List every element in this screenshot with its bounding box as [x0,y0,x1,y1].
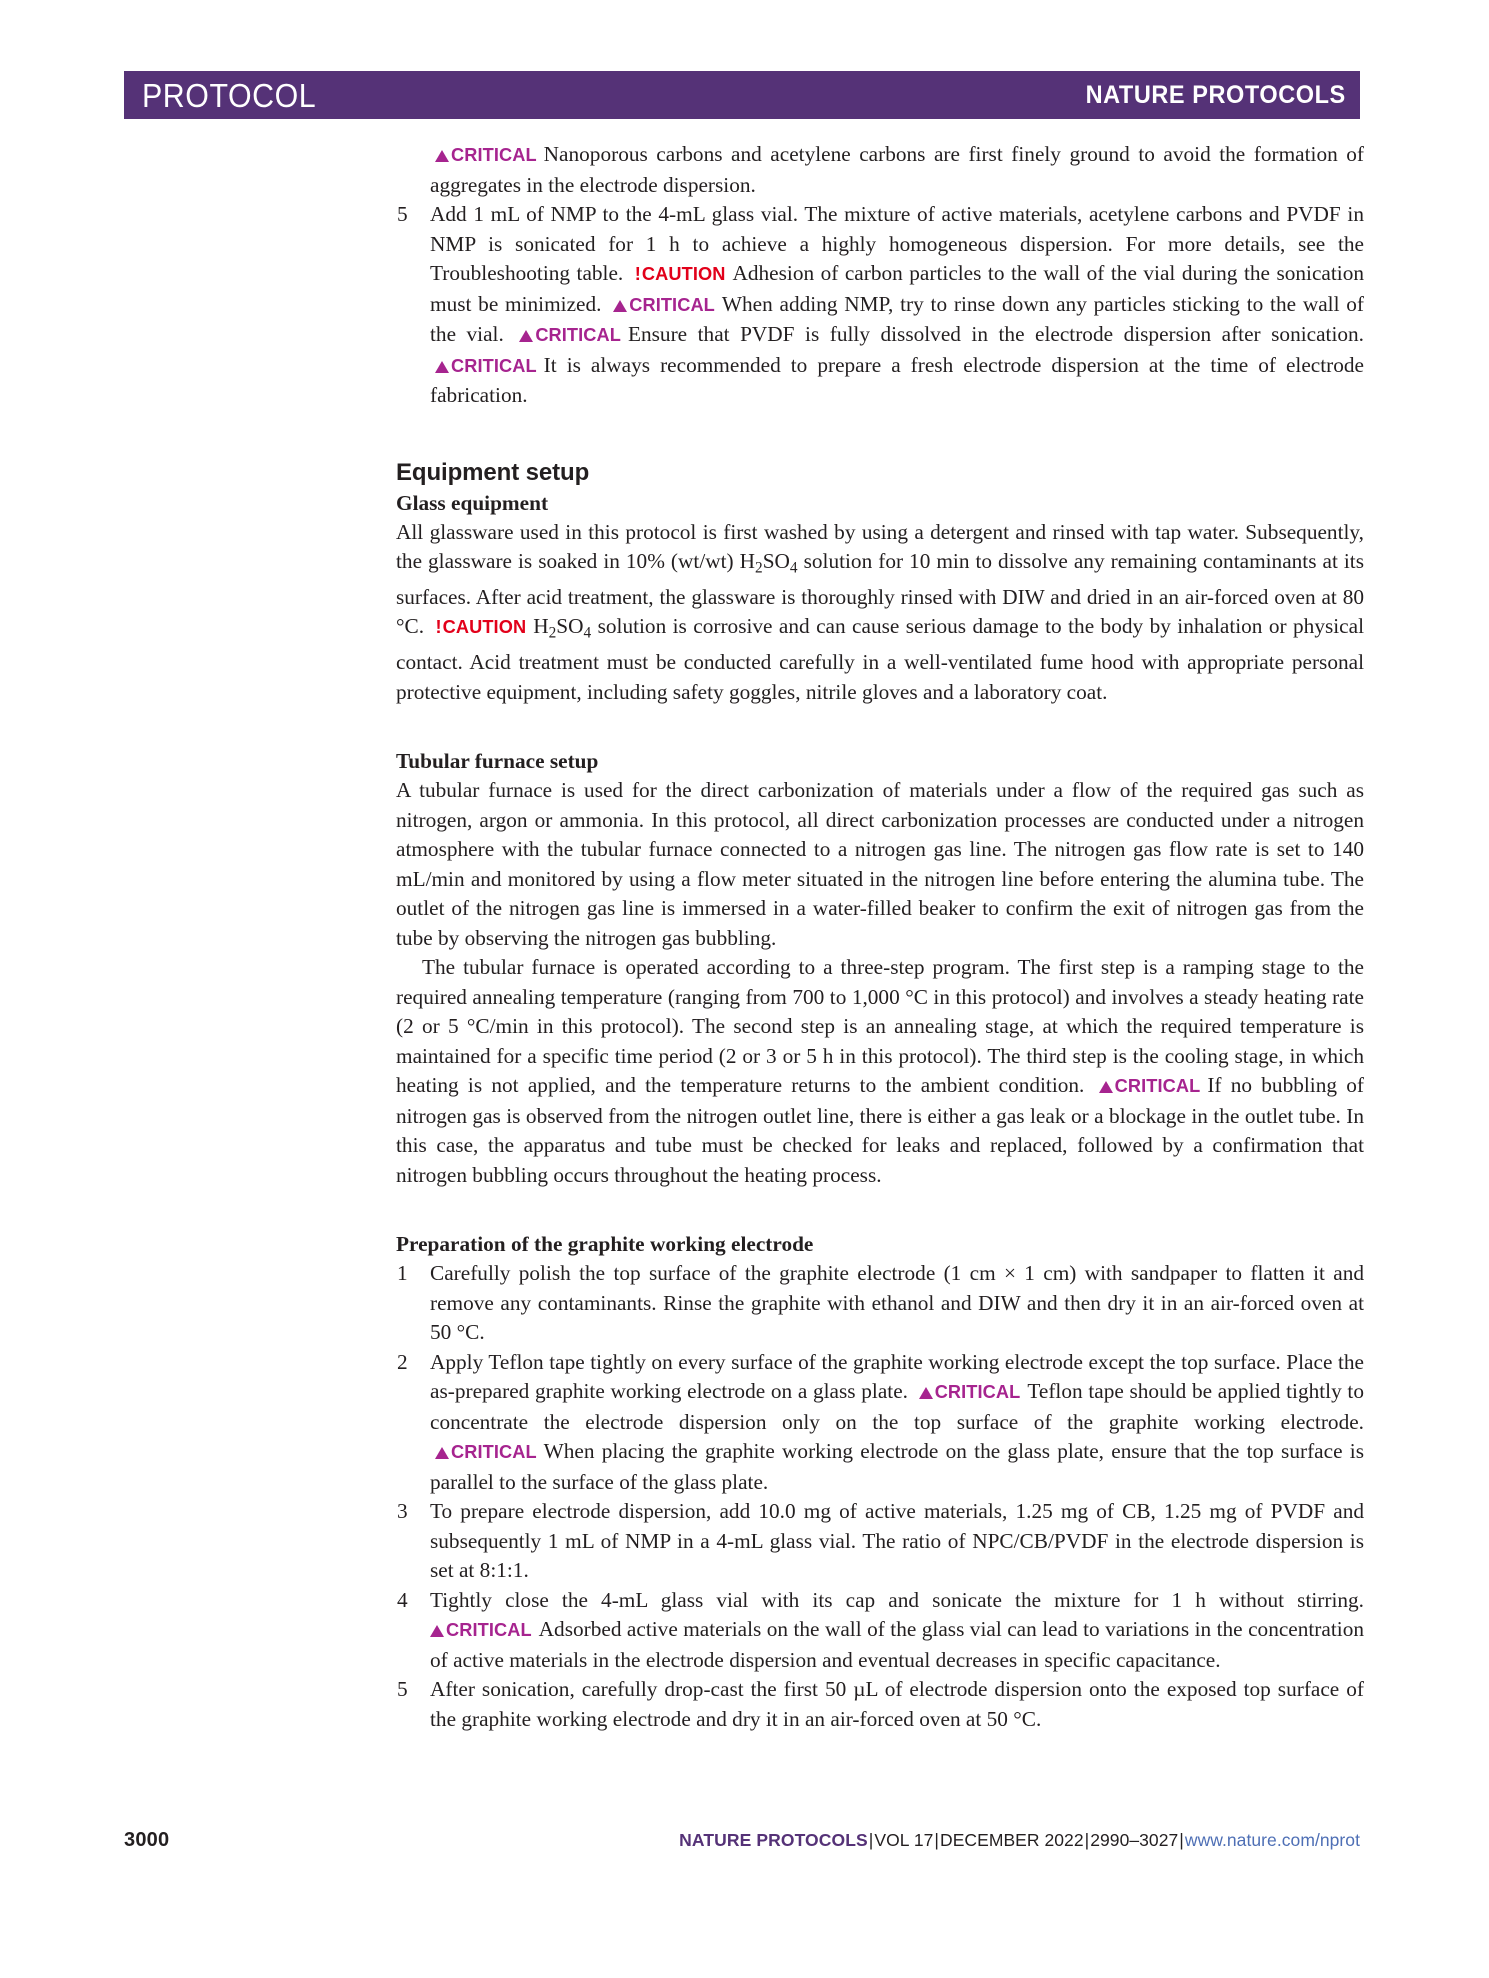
numbered-step-2 [396,1348,1364,1498]
critical-tag: CRITICAL [914,1382,1021,1402]
furnace-critical-text: If no bubbling of nitrogen gas is observed from the nitrogen outlet line, there is either a gas leak or a blockage in the outlet tube. In this case, the apparatus and tube must be checked for leaks and replaced, followed by a confirmation that nitrogen bubbling occurs throughout the heating process. [396,1073,1364,1187]
glass-equipment-paragraph [396,518,1364,708]
glass-p1c: solution for 10 min to dissolve any remaining contaminants at its surfaces. After acid treatment, the glassware is thoroughly rinsed with DIW and dried in an air-forced oven at 80 °C. [396,549,1364,639]
numbered-step-5 [396,200,1364,411]
step5-critical-1: When adding NMP, try to rinse down any particles sticking to the wall of the vial. [430,291,1364,346]
step4-critical-1: Adsorbed active materials on the wall of the glass vial can lead to variations in the concentration of active materials in the electrode dispersion and eventual decreases in specific capacitance. [430,1617,1364,1672]
footer-page-range: 2990–3027 [1090,1830,1179,1850]
running-header [124,71,1360,119]
step-number: 3 [397,1499,408,1524]
step-text: To prepare electrode dispersion, add 10.0 mg of active materials, 1.25 mg of CB, 1.25 mg of PVDF and subsequently 1 mL of NMP in a 4-mL glass vial. The ratio of NPC/CB/PVDF in the electrode dispersion is set at 8:1:1. [430,1499,1364,1583]
page-number: 3000 [124,1829,170,1851]
triangle-icon [613,300,627,312]
footer-url-link[interactable]: www.nature.com/nprot [1184,1830,1360,1850]
footer-issue-date: DECEMBER 2022 [940,1830,1084,1850]
critical-tag: CRITICAL [430,1620,532,1640]
glass-sub-4a: 4 [789,559,798,577]
triangle-icon [435,1447,449,1459]
critical-tag: CRITICAL [514,325,621,345]
step-text: Carefully polish the top surface of the graphite electrode (1 cm × 1 cm) with sandpaper to flatten it and remove any contaminants. Rinse the graphite with ethanol and DIW and then dry it in an air-forced oven at 50 °C. [430,1261,1364,1345]
section-spacer [396,1190,1364,1230]
subsection-heading-tubular-furnace-setup: Tubular furnace setup [396,749,599,774]
step2-critical-1: Teflon tape should be applied tightly to concentrate the electrode dispersion only on the top surface of the graphite working electrode. [430,1379,1365,1434]
step5-text-a: Add 1 mL of NMP to the 4-mL glass vial. The mixture of active materials, acetylene carbons and PVDF in NMP is sonicated for 1 h to achieve a highly homogeneous dispersion. For more details, see the Troubleshooting table. [430,202,1364,285]
critical-note-intro [430,140,1364,200]
footer-separator: | [934,1830,939,1850]
exclamation-icon: ! [435,617,442,638]
glass-p1a: All glassware used in this protocol is first washed by using a detergent and rinsed with tap water. Subsequently, the glassware is soaked in 10% (wt/wt) H [396,519,1364,573]
exclamation-icon: ! [634,264,641,284]
critical-tag: CRITICAL [1094,1076,1201,1096]
footer-separator: | [1179,1830,1184,1850]
numbered-step-1 [396,1259,1364,1348]
glass-caution-a: H [533,614,549,639]
page-footer [124,1829,1360,1852]
footer-citation [679,1830,1360,1851]
step2-critical-2: When placing the graphite working electrode on the glass plate, ensure that the top surface is parallel to the surface of the glass plate. [430,1439,1364,1494]
triangle-icon [430,1625,444,1637]
step-text [430,1586,1364,1676]
triangle-icon [435,150,449,162]
numbered-step-5-electrode [396,1675,1364,1734]
triangle-icon [919,1387,933,1399]
subsection-heading-graphite-electrode: Preparation of the graphite working electrode [396,1232,814,1257]
step-number: 4 [397,1587,408,1612]
step-text: After sonication, carefully drop-cast the first 50 µL of electrode dispersion onto the exposed top surface of the graphite working electrode and dry it in an air-forced oven at 50 °C. [430,1677,1364,1731]
section-spacer [396,411,1364,457]
step-text [430,1348,1364,1498]
triangle-icon [435,361,449,373]
subsection-heading-glass-equipment: Glass equipment [396,490,549,515]
critical-tag: CRITICAL [430,145,537,165]
glass-caution-c: solution is corrosive and can cause serious damage to the body by inhalation or physical contact. Acid treatment must be conducted carefully in a well-ventilated fume hood with appropriate personal protective equipment, including safety goggles, nitrile gloves and a laboratory coat. [396,614,1364,704]
footer-volume: VOL 17 [874,1830,934,1850]
step5-critical-3: It is always recommended to prepare a fresh electrode dispersion at the time of electrode fabrication. [430,352,1364,407]
caution-tag: !CAUTION [435,617,527,638]
glass-sub-2a: 2 [755,559,763,577]
glass-caution-b: SO [556,614,584,639]
footer-separator: | [868,1830,874,1850]
step4-text-a: Tightly close the 4-mL glass vial with its cap and sonicate the mixture for 1 h without stirring. [430,1587,1364,1612]
step5-caution-text: Adhesion of carbon particles to the wall of the vial during the sonication must be minimized. [430,261,1364,316]
furnace-paragraph-1: A tubular furnace is used for the direct carbonization of materials under a flow of the required gas such as nitrogen, argon or ammonia. In this protocol, all direct carbonization processes are conducted under a nitrogen atmosphere with the tubular furnace connected to a nitrogen gas line. The nitrogen gas flow rate is set to 140 mL/min and monitored by using a flow meter situated in the nitrogen line before entering the alumina tube. The outlet of the nitrogen gas line is immersed in a water-filled beaker to confirm the exit of nitrogen gas from the tube by observing the nitrogen gas bubbling. [396,778,1364,950]
glass-sub-4b: 4 [583,624,592,642]
furnace-p2-text: The tubular furnace is operated according to a three-step program. The first step is a ramping stage to the required annealing temperature (ranging from 700 to 1,000 °C in this protocol) and involves a steady heating rate (2 or 5 °C/min in this protocol). The second step is an annealing stage, at which the required temperature is maintained for a specific time period (2 or 3 or 5 h in this protocol). The third step is the cooling stage, in which heating is not applied, and the temperature returns to the ambient condition. [396,955,1364,1098]
text-column [396,140,1364,1734]
step-number: 5 [397,202,408,226]
critical-tag: CRITICAL [430,1442,537,1462]
running-header-left-title: PROTOCOL [142,76,317,114]
numbered-step-3 [396,1497,1364,1586]
footer-separator: | [1084,1830,1090,1850]
triangle-icon [1099,1081,1113,1093]
glass-sub-2b: 2 [548,624,557,642]
glass-p1b: SO [762,549,790,573]
furnace-paragraph-2 [396,953,1364,1190]
numbered-step-4 [396,1586,1364,1676]
footer-journal-name: NATURE PROTOCOLS [679,1830,868,1850]
critical-tag: CRITICAL [430,356,537,376]
running-header-journal-title: NATURE PROTOCOLS [1085,80,1346,109]
section-heading-equipment-setup: Equipment setup [396,458,590,486]
critical-tag: CRITICAL [608,295,715,315]
caution-tag: !CAUTION [634,264,726,284]
step-number: 5 [397,1677,408,1702]
triangle-icon [519,330,533,342]
critical-note-intro-text: Nanoporous carbons and acetylene carbons are first finely ground to avoid the formation of aggregates in the electrode dispersion. [430,142,1364,197]
step-number: 2 [397,1349,408,1374]
step2-text-a: Apply Teflon tape tightly on every surface of the graphite working electrode except the top surface. Place the as-prepared graphite working electrode on a glass plate. [430,1349,1364,1404]
step-text [430,200,1364,411]
step-number: 1 [397,1261,408,1286]
section-spacer [396,707,1364,747]
step5-critical-2: Ensure that PVDF is fully dissolved in the electrode dispersion after sonication. [627,322,1364,346]
